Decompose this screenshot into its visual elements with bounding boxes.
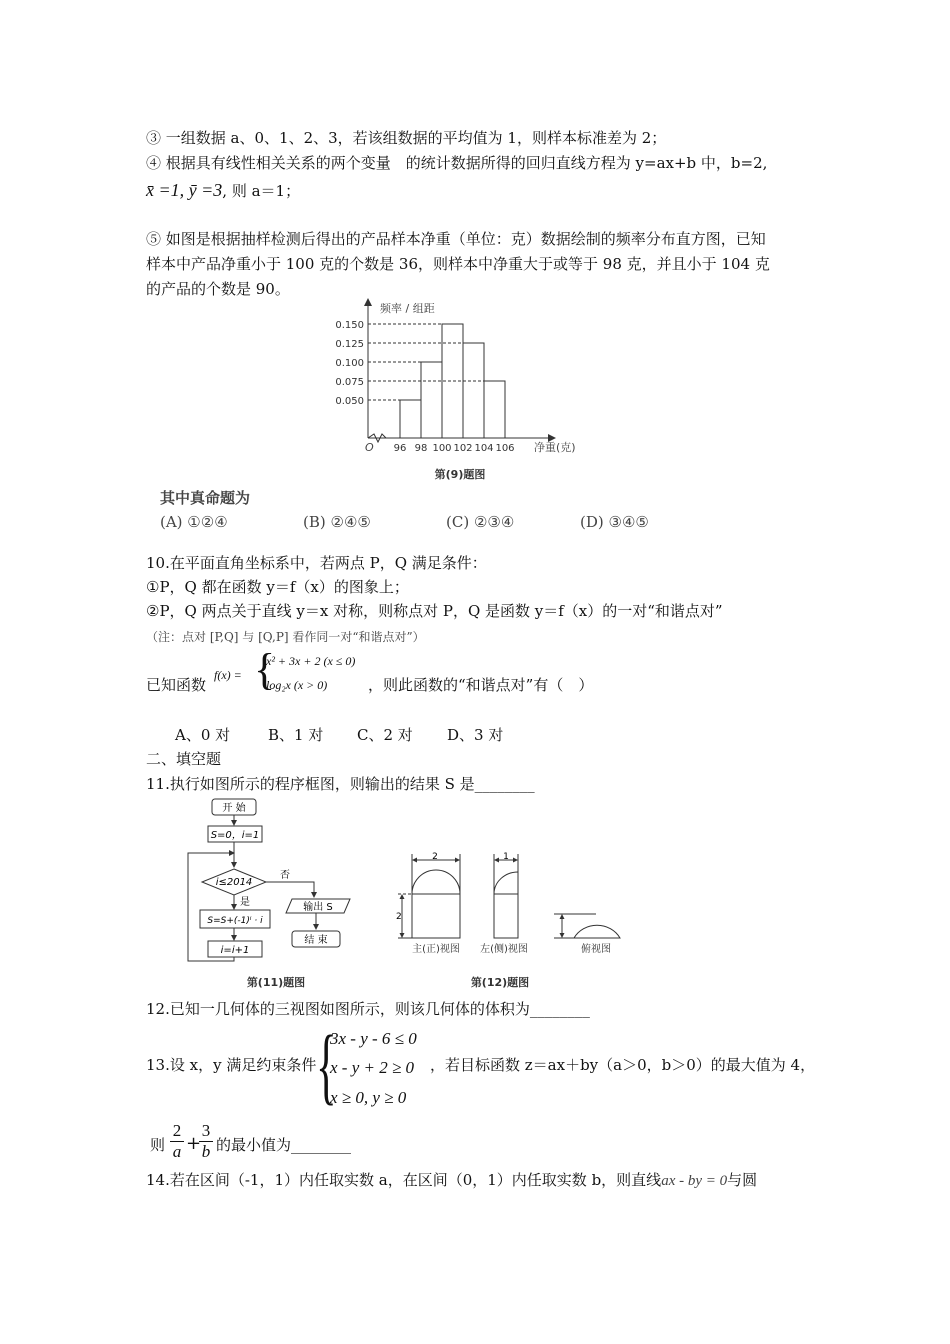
dim-front-width: 2 [432, 852, 438, 862]
q9-option-a: (A) ①②④ [160, 513, 228, 531]
q9-option-c: (C) ②③④ [446, 513, 515, 531]
flow-output: 输出 S [303, 902, 333, 913]
dim-front-height: 2 [396, 912, 402, 922]
histogram-bar [484, 381, 505, 438]
q10-option-b: B、1 对 [268, 726, 324, 744]
flow-init: S=0，i=1 [210, 830, 260, 841]
frequency-histogram [320, 298, 620, 488]
top-view-label: 俯视图 [581, 944, 611, 955]
q9-option-b: (B) ②④⑤ [303, 513, 371, 531]
fraction-2-num: 3 [199, 1121, 213, 1142]
q13-suffix: ，若目标函数 z＝ax＋by（a＞0，b＞0）的最大值为 4， [430, 1056, 816, 1074]
flow-caption: 第(11)题图 [246, 976, 306, 989]
y-tick-label: 0.050 [335, 396, 364, 407]
views-caption: 第(12)题图 [470, 976, 530, 989]
q12-text: 12.已知一几何体的三视图如图所示，则该几何体的体积为________ [146, 1000, 590, 1018]
x-axis-label: 净重(克) [534, 441, 576, 454]
y-tick-label: 0.100 [335, 358, 364, 369]
statement-4-tail: , 则 a＝1； [222, 182, 301, 200]
q14-line-equation: ax - by = 0 [661, 1173, 728, 1189]
q13-tail: 的最小值为________ [216, 1136, 352, 1154]
q10-option-d: D、3 对 [447, 726, 504, 744]
q13-constraint-2: x - y + 2 ≥ 0 [330, 1058, 415, 1077]
q10-func-prefix: 已知函数 [146, 676, 207, 694]
flow-update-s: S=S+(-1)ⁱ · i [207, 916, 263, 926]
mean-values: x̄ =1, ȳ =3 [146, 180, 223, 200]
origin-label: O [365, 441, 374, 454]
flow-start: 开 始 [222, 803, 246, 814]
q10-line1: 10.在平面直角坐标系中，若两点 P，Q 满足条件： [146, 554, 487, 572]
q10-line2: ①P，Q 都在函数 y＝f（x）的图象上； [146, 578, 409, 596]
histogram-bar [400, 400, 421, 438]
q11-text: 11.执行如图所示的程序框图，则输出的结果 S 是________ [146, 775, 535, 793]
statement-3: ③ 一组数据 a、0、1、2、3，若该组数据的平均值为 1，则样本标准差为 2； [146, 129, 667, 147]
dim-side-width: 1 [503, 852, 509, 862]
q13-constraint-3: x ≥ 0, y ≥ 0 [330, 1088, 407, 1107]
q9-option-d: (D) ③④⑤ [580, 513, 649, 531]
constraint-brace: { [316, 1017, 337, 1113]
statement-5-line3: 的产品的个数是 90。 [146, 280, 290, 298]
statement-4-math [146, 180, 300, 201]
x-tick-label: 98 [414, 443, 428, 454]
histogram-bar [463, 343, 484, 438]
piecewise-brace: { [254, 645, 276, 694]
fraction-3-over-b [199, 1121, 213, 1162]
q10-case1: x² + 3x + 2 (x ≤ 0) [266, 654, 356, 668]
flow-no: 否 [280, 870, 290, 881]
y-tick-label: 0.075 [335, 377, 364, 388]
q10-option-c: C、2 对 [357, 726, 413, 744]
q14-tail: 与圆 [727, 1171, 758, 1189]
y-tick-label: 0.150 [335, 320, 364, 331]
chart-title: 第(9)题图 [434, 468, 486, 481]
x-tick-label: 100 [432, 443, 452, 454]
y-tick-label: 0.125 [335, 339, 364, 350]
q13-constraint-1: 3x - y - 6 ≤ 0 [330, 1029, 417, 1048]
three-views [384, 848, 634, 993]
q10-func-suffix: ，则此函数的“和谐点对”有（ ） [368, 676, 594, 694]
fraction-1-num: 2 [170, 1121, 184, 1142]
x-tick-label: 102 [453, 443, 473, 454]
q9-prompt: 其中真命题为 [160, 489, 251, 507]
statement-5-line1: ⑤ 如图是根据抽样检测后得出的产品样本净重（单位：克）数据绘制的频率分布直方图，已知 [146, 230, 766, 248]
histogram-bar [421, 362, 442, 438]
y-axis-label: 频率 / 组距 [380, 302, 435, 315]
q10-case2: log₂x (x > 0) [266, 678, 328, 692]
flowchart [180, 795, 380, 995]
side-view-label: 左(侧)视图 [480, 944, 528, 955]
q13-prefix: 13.设 x，y 满足约束条件 [146, 1056, 317, 1074]
statement-4: ④ 根据具有线性相关关系的两个变量 的统计数据所得的回归直线方程为 y=ax+b 中，b=2, [146, 154, 768, 172]
q10-note: （注：点对 [P,Q] 与 [Q,P] 看作同一对“和谐点对”） [146, 630, 425, 644]
x-tick-label: 96 [393, 443, 407, 454]
fraction-1-den: a [172, 1142, 182, 1161]
q14-body: 14.若在区间（-1，1）内任取实数 a，在区间（0，1）内任取实数 b，则直线 [146, 1171, 662, 1189]
q10-option-a: A、0 对 [175, 726, 231, 744]
flow-update-i: i=i+1 [220, 945, 250, 956]
x-tick-label: 104 [474, 443, 494, 454]
plus-sign: + [186, 1133, 202, 1154]
fraction-2-den: b [201, 1142, 211, 1161]
q14-text [146, 1170, 757, 1191]
front-view-label: 主(正)视图 [412, 944, 460, 955]
q10-line3: ②P，Q 两点关于直线 y＝x 对称，则称点对 P，Q 是函数 y＝f（x）的一对“和谐点对” [146, 602, 723, 620]
flow-yes: 是 [240, 897, 250, 908]
section-2-heading: 二、填空题 [146, 750, 222, 768]
flow-cond: i≤2014 [215, 877, 253, 888]
q13-ze: 则 [150, 1136, 166, 1154]
x-tick-label: 106 [495, 443, 515, 454]
flow-end: 结 束 [304, 935, 328, 946]
statement-5-line2: 样本中产品净重小于 100 克的个数是 36，则样本中净重大于或等于 98 克，并且小于 104 克 [146, 255, 770, 273]
fraction-2-over-a [170, 1121, 184, 1162]
q10-func-name: f(x) = [214, 668, 242, 682]
